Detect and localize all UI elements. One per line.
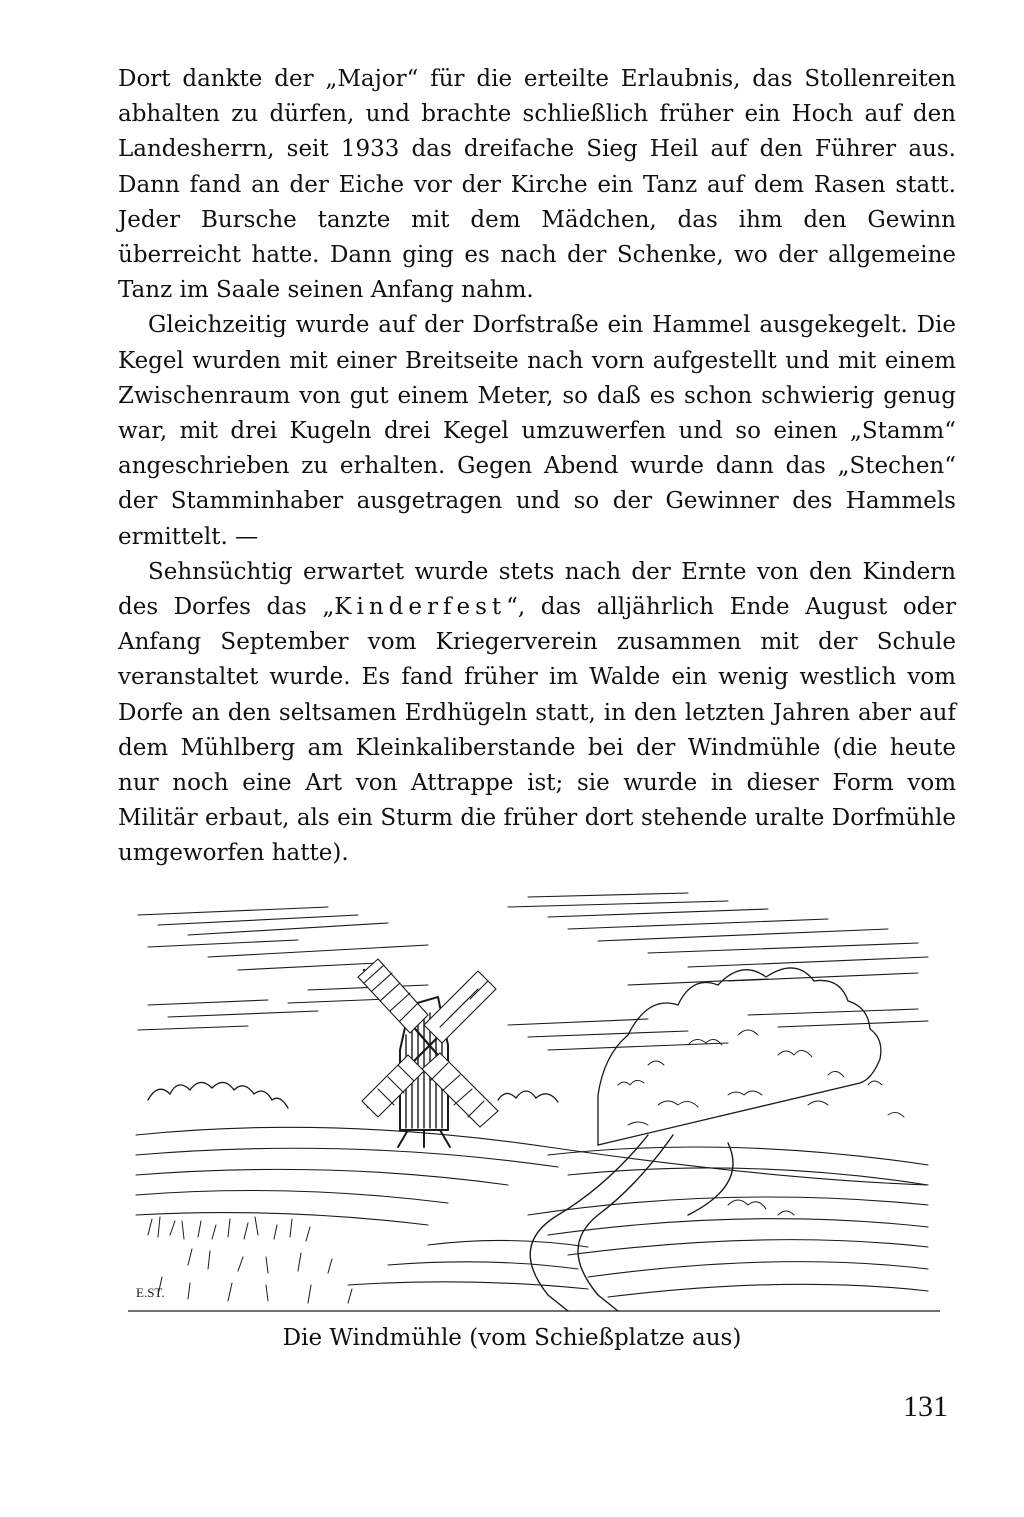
sky-hatching	[138, 893, 928, 1050]
artist-signature: E.ST.	[136, 1285, 165, 1300]
kinderfest-text-end: “, das alljährlich Ende August oder Anfang September vom Kriegerverein zusammen mit der Schule veranstaltet wurde. Es fand früher im Walde ein wenig westlich vom Dorfe an den seltsamen Erdhügeln statt, in den letzten Jahren aber auf dem Mühlberg am Kleinkaliberstande bei der Windmühle (die heute nur noch eine Art von Attrappe ist; sie wurde in dieser Form vom Militär erbaut, als ein Sturm die früher dort stehende uralte Dorfmühle umgeworfen hatte).	[118, 594, 957, 867]
paragraph-hammel-kegeln: Gleichzeitig wurde auf der Dorfstraße ein Hammel ausgekegelt. Die Kegel wurden mit einer Breitseite nach vorn aufgestellt und mit einem Zwischenraum von gut einem Meter, so daß es schon schwierig genug war, mit drei Kugeln drei Kegel umzuwerfen und so einen „Stamm“ angeschrieben zu erhalten. Gegen Abend wurde dann das „Stechen“ der Stamminhaber ausgetragen und so der Gewinner des Hammels ermittelt. —	[118, 312, 956, 550]
field-furrows	[136, 1127, 928, 1297]
windmill-illustration	[128, 885, 940, 1313]
paragraph-festival-dance: Dort dankte der „Major“ für die erteilte Erlaubnis, das Stollenreiten abhalten zu dürfen, und brachte schließlich früher ein Hoch auf den Landesherrn, seit 1933 das dreifache Sieg Heil auf den Führer aus. Dann fand an der Eiche vor der Kirche ein Tanz auf dem Rasen statt. Jeder Bursche tanzte mit dem Mädchen, das ihm den Gewinn überreicht hatte. Dann ging es nach der Schenke, wo der allgemeine Tanz im Saale seinen Anfang nahm.	[118, 66, 956, 304]
illustration-caption: Die Windmühle (vom Schießplatze aus)	[282, 1325, 742, 1351]
foreground-grass	[148, 1200, 794, 1303]
windmill	[358, 959, 498, 1147]
page-number: 131	[903, 1390, 948, 1423]
kinderfest-spaced-word: Kinderfest	[334, 594, 507, 621]
kinderfest-text-start: Sehnsüchtig erwartet wurde stets nach der Ernte von den Kindern des Dorfes das „	[118, 558, 956, 621]
winding-path	[530, 1135, 733, 1311]
paragraph-kinderfest	[118, 555, 956, 872]
body-text	[118, 62, 956, 872]
tree-line	[148, 968, 904, 1145]
